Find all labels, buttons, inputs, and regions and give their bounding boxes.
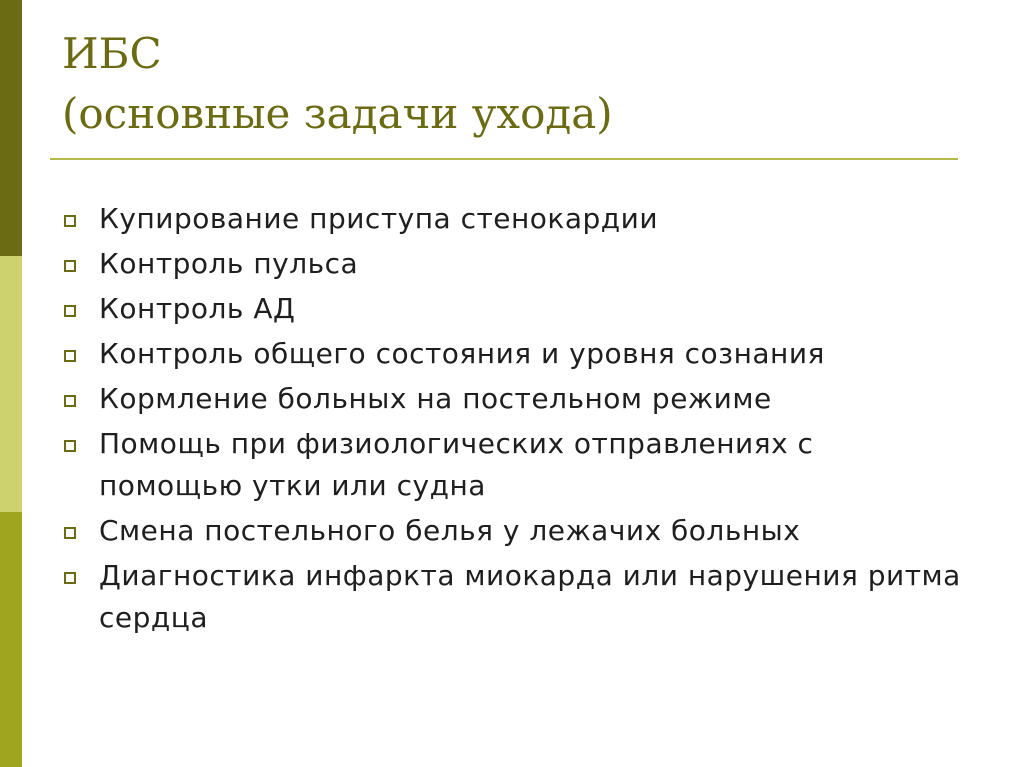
square-bullet-icon — [64, 395, 76, 407]
square-bullet-icon — [64, 572, 76, 584]
bullet-text: Диагностика инфаркта миокарда или нарушения ритма сердца — [99, 559, 961, 634]
bullet-item — [62, 198, 962, 240]
side-band-middle — [0, 256, 22, 512]
bullet-item — [62, 555, 962, 639]
bullet-text: Помощь при физиологических отправлениях с помощью утки или судна — [99, 427, 814, 502]
bullet-item — [62, 378, 962, 420]
bullet-item — [62, 510, 962, 552]
square-bullet-icon — [64, 260, 76, 272]
side-band-top — [0, 0, 22, 256]
bullet-text: Контроль АД — [99, 292, 296, 325]
bullet-text: Контроль пульса — [99, 247, 359, 280]
slide-title-line-2: (основные задачи ухода) — [62, 89, 613, 138]
bullet-text: Кормление больных на постельном режиме — [99, 382, 772, 415]
bullet-item — [62, 243, 962, 285]
slide-title — [62, 24, 613, 144]
side-band-bottom — [0, 512, 22, 767]
bullet-text: Контроль общего состояния и уровня сознания — [99, 337, 825, 370]
bullet-item — [62, 423, 962, 507]
bullet-list — [62, 198, 962, 642]
slide-title-line-1: ИБС — [62, 29, 162, 78]
title-divider — [50, 158, 958, 160]
square-bullet-icon — [64, 305, 76, 317]
bullet-item — [62, 288, 962, 330]
square-bullet-icon — [64, 527, 76, 539]
bullet-item — [62, 333, 962, 375]
square-bullet-icon — [64, 215, 76, 227]
bullet-text: Смена постельного белья у лежачих больных — [99, 514, 801, 547]
square-bullet-icon — [64, 440, 76, 452]
square-bullet-icon — [64, 350, 76, 362]
bullet-text: Купирование приступа стенокардии — [99, 202, 659, 235]
